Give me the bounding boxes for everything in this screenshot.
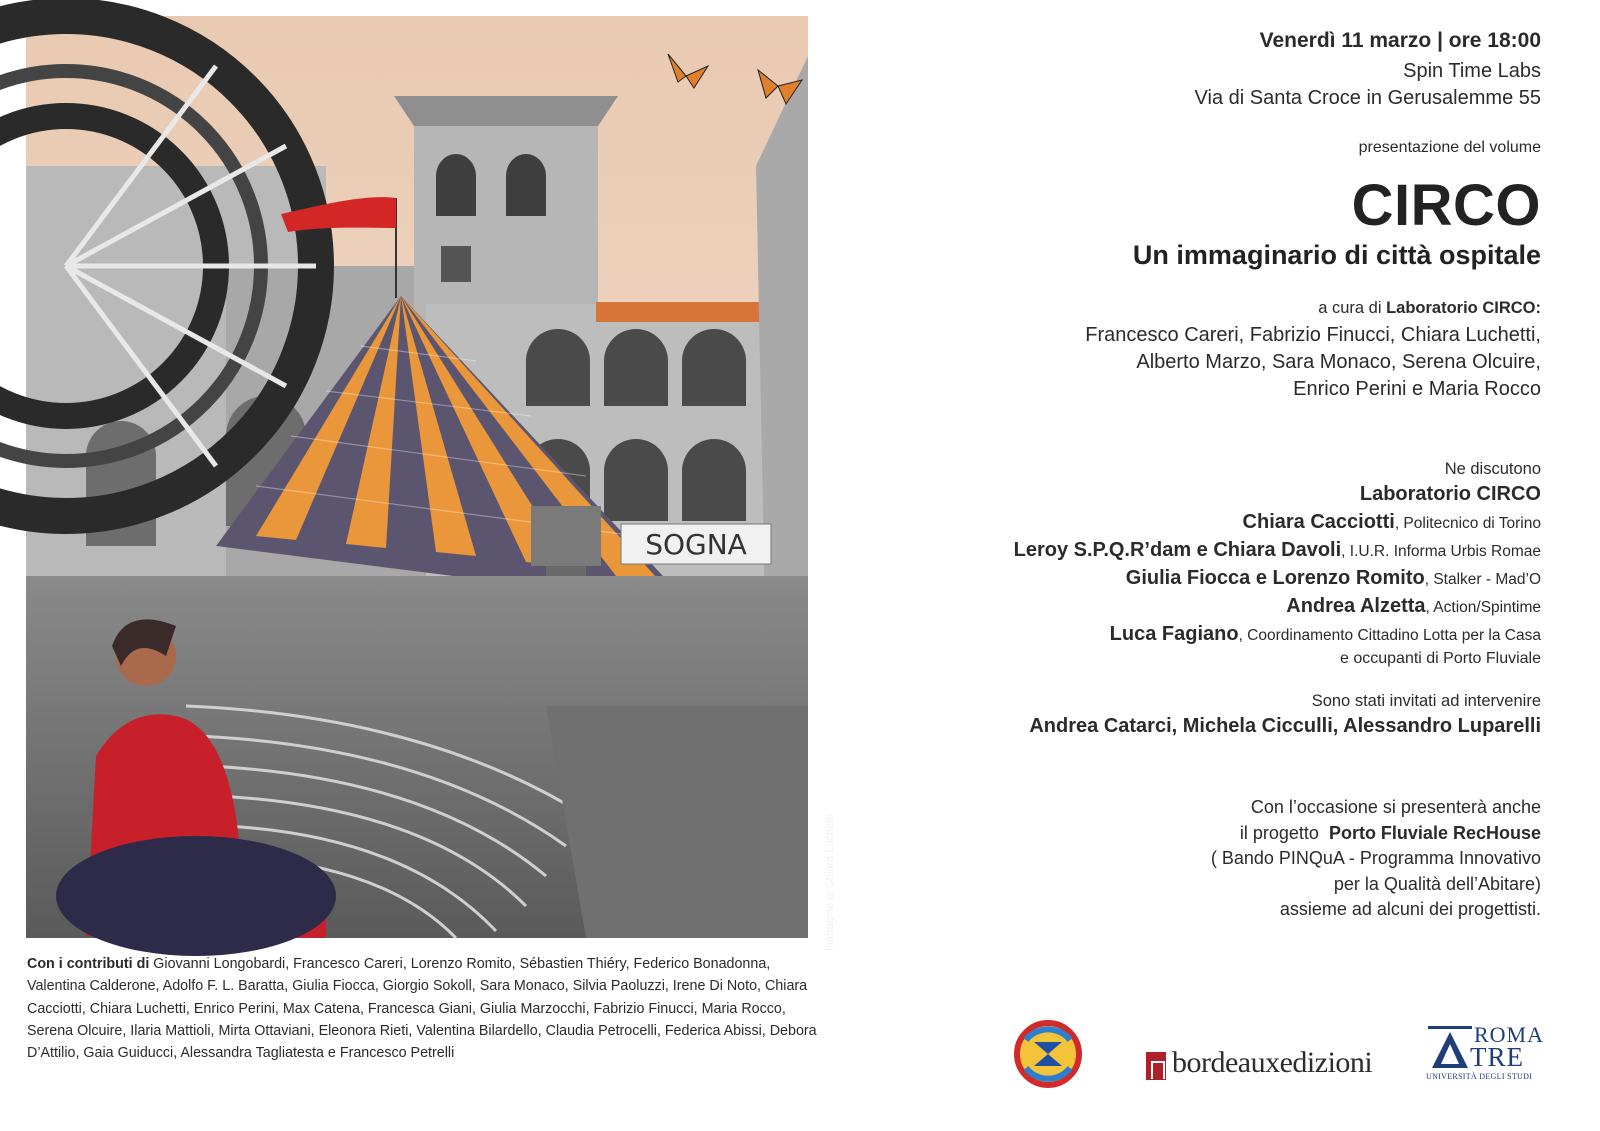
speaker-row [1014, 509, 1541, 537]
speaker-row [1014, 593, 1541, 621]
speaker-name: Luca Fagiano [1109, 623, 1239, 645]
speaker-name: Andrea Alzetta [1286, 595, 1426, 617]
occasion-line: Con l’occasione si presenterà anche [1250, 797, 1541, 817]
collage-image [26, 16, 836, 951]
speaker-row [1014, 537, 1541, 565]
contributors-text: Giovanni Longobardi, Francesco Careri, Lorenzo Romito, Sébastien Thiéry, Federico Bonadonna, Valentina Calderone, Adolfo F. L. Baratta, Giulia Fiocca, Giorgio Sokoll, Sara Monaco, Silvia Paoluzzi, Irene Di Noto, Chiara Cacciotti, Chiara Luchetti, Enrico Perini, Max Catena, Francesca Giani, Giulia Marzocchi, Fabrizio Finucci, Maria Rocco, Serena Olcuire, Ilaria Mattioli, Mirta Ottaviani, Eleonora Rieti, Valentina Bilardello, Claudia Petrocelli, Federica Abissi, Debora D’Attilio, Gaia Guiducci, Alessandra Tagliatesta e Francesco Petrelli [27, 956, 817, 1062]
event-venue [1195, 58, 1541, 112]
occasion-paragraph [1211, 795, 1541, 923]
curator-prefix: a cura di [1318, 299, 1387, 317]
speaker-name: Giulia Fiocca e Lorenzo Romito [1125, 567, 1425, 589]
collage-illustration [26, 16, 808, 938]
speaker-affiliation: , Action/Spintime [1425, 599, 1541, 616]
bordeaux-mark-icon [1146, 1052, 1166, 1080]
image-credit: Immagine di Chiara Luchetti [824, 814, 836, 951]
occasion-line: ( Bando PINQuA - Programma Innovativo [1210, 848, 1541, 868]
invited-label: Sono stati invitati ad intervenire [1311, 692, 1541, 710]
book-title: CIRCO [1351, 173, 1541, 238]
speaker-row [1014, 481, 1541, 509]
speakers-list [1014, 481, 1541, 669]
occasion-line: assieme ad alcuni dei progettisti. [1279, 899, 1541, 919]
book-subtitle: Un immaginario di città ospitale [1132, 240, 1541, 270]
curator-names-line: Alberto Marzo, Sara Monaco, Serena Olcuire, [1136, 351, 1541, 373]
speaker-affiliation: , Coordinamento Cittadino Lotta per la Casa [1238, 627, 1541, 644]
publisher-name: bordeauxedizioni [1172, 1046, 1373, 1079]
curator-names-line: Enrico Perini e Maria Rocco [1293, 378, 1541, 400]
speaker-affiliation: , I.U.R. Informa Urbis Romae [1341, 543, 1541, 560]
curator-group: Laboratorio CIRCO: [1386, 299, 1541, 317]
circo-logo [1014, 1020, 1082, 1088]
project-name: Porto Fluviale RecHouse [1328, 822, 1541, 843]
speaker-affiliation: , Stalker - Mad’O [1424, 571, 1541, 588]
curator-names [1085, 322, 1541, 403]
venue-name: Spin Time Labs [1403, 60, 1541, 82]
contributors-label: Con i contributi di [27, 956, 150, 972]
university-line-2: TRE [1470, 1042, 1524, 1072]
banner-text: SOGNA [645, 528, 747, 561]
curator-names-line: Francesco Careri, Fabrizio Finucci, Chiara Luchetti, [1085, 324, 1541, 346]
speaker-affiliation: , Politecnico di Torino [1394, 515, 1541, 532]
contributors-paragraph [27, 953, 817, 1064]
venue-address: Via di Santa Croce in Gerusalemme 55 [1194, 87, 1541, 109]
event-date-time: Venerdì 11 marzo | ore 18:00 [1259, 29, 1541, 52]
curator-line [1318, 299, 1541, 318]
speaker-row [1014, 565, 1541, 593]
speaker-continuation: e occupanti di Porto Fluviale [1340, 650, 1541, 667]
presentation-label: presentazione del volume [1358, 139, 1541, 156]
speaker-row [1014, 621, 1541, 649]
discussion-label: Ne discutono [1444, 460, 1541, 478]
speaker-name: Chiara Cacciotti [1242, 511, 1395, 533]
invited-names: Andrea Catarci, Michela Cicculli, Alessandro Luparelli [1029, 715, 1541, 737]
roma-tre-logo [1426, 1022, 1545, 1084]
roma-tre-emblem-icon [1428, 1026, 1472, 1070]
occasion-prefix: il progetto [1239, 822, 1329, 843]
speaker-name: Leroy S.P.Q.R’dam e Chiara Davoli [1013, 539, 1342, 561]
occasion-line: per la Qualità dell’Abitare) [1333, 873, 1541, 894]
university-line-3: UNIVERSITÀ DEGLI STUDI [1426, 1072, 1533, 1081]
university-line-1: ROMA [1474, 1022, 1545, 1047]
occasion-line [1211, 821, 1541, 847]
speaker-name: Laboratorio CIRCO [1359, 483, 1541, 505]
